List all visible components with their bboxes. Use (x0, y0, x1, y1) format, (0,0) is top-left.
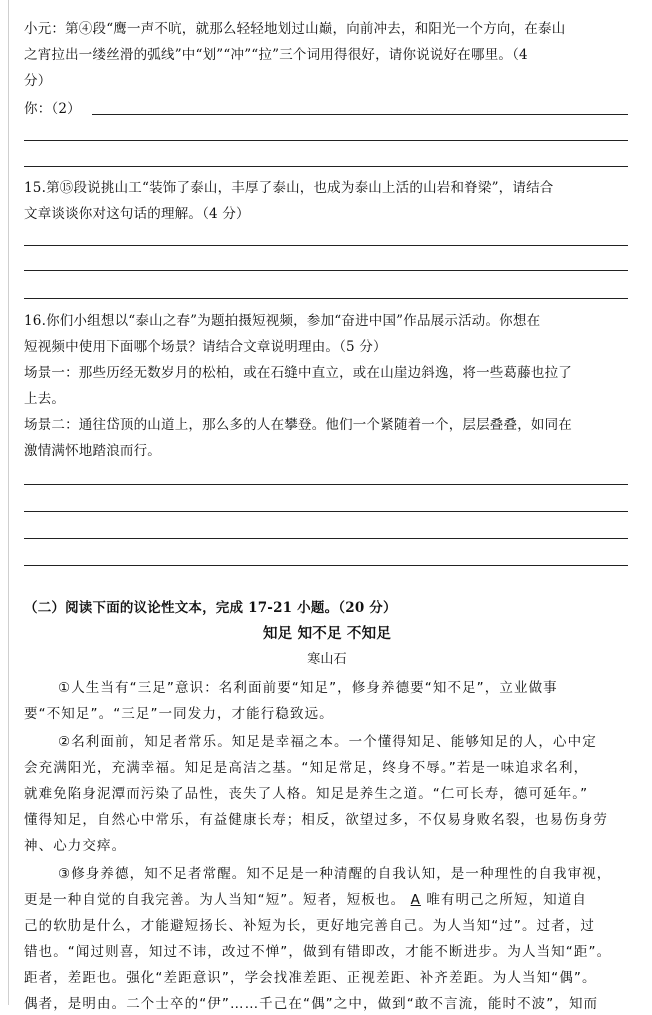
para-3-line-2-end: 唯有明己之所短，知道自 (426, 892, 587, 908)
para-3-line-4: 错也。“闻过则喜，知过不讳，改过不惮”，做到有错即改，才能不断进步。为人当知“距”。 (24, 944, 612, 960)
para-3-line-5: 距者，差距也。强化“差距意识”，学会找准差距、正视差距、补齐差距。为人当知“偶”。 (24, 970, 597, 986)
q16-line-2: 短视频中使用下面哪个场景？请结合文章说明理由。（5 分） (24, 339, 387, 355)
q14-answer-line-3[interactable] (24, 166, 628, 167)
para-3-line-3: 己的软肋是什么，才能避短扬长、补短为长，更好地完善自己。为人当知“过”。过者，过 (24, 918, 595, 934)
article-title: 知足 知不足 不知足 (262, 625, 392, 642)
q14-answer-label: 你：（2） (24, 101, 81, 117)
q16-answer-line-1[interactable] (24, 484, 628, 485)
section-2-heading: （二）阅读下面的议论性文本，完成 17-21 小题。（20 分） (24, 600, 397, 616)
q15-answer-line-2[interactable] (24, 270, 628, 271)
para-3-line-1: ③修身养德，知不足者常醒。知不足是一种清醒的自我认知，是一种理性的自我审视， (58, 866, 612, 882)
para-2-line-4: 懂得知足，自然心中常乐，有益健康长寿；相反，欲望过多，不仅易身败名裂，也易伤身劳 (24, 812, 608, 828)
q14-answer-line-2[interactable] (24, 140, 628, 141)
q14-answer-line-1[interactable] (92, 114, 628, 115)
q16-scene2-line-2: 激情满怀地踏浪而行。 (24, 443, 161, 459)
q15-line-1: 15.第⑮段说挑山工“装饰了泰山，丰厚了泰山，也成为泰山上活的山岩和脊梁”，请结合 (24, 180, 554, 196)
page-left-border (8, 0, 9, 1005)
para-1-line-2: 要“不知足”。“三足”一同发力，才能行稳致远。 (24, 706, 334, 722)
q16-answer-line-4[interactable] (24, 565, 628, 566)
para-3-blank-a[interactable]: A (410, 892, 421, 908)
q16-scene2-line-1: 场景二：通往岱顶的山道上，那么多的人在攀登。他们一个紧随着一个，层层叠叠，如同在 (24, 417, 572, 433)
q14-line-2: 之宵拉出一缕丝滑的弧线”中“划”“冲”“拉”三个词用得很好，请你说说好在哪里。（4 (24, 47, 528, 63)
para-2-line-5: 神、心力交瘁。 (24, 838, 127, 854)
q16-scene1-line-1: 场景一：那些历经无数岁月的松柏，或在石缝中直立，或在山崖边斜逸，将一些葛藤也拉了 (24, 365, 572, 381)
q15-answer-line-1[interactable] (24, 245, 628, 246)
q15-line-2: 文章谈谈你对这句话的理解。（4 分） (24, 206, 250, 222)
q16-line-1: 16.你们小组想以“泰山之春”为题拍摄短视频，参加“奋进中国”作品展示活动。你想在 (24, 313, 541, 329)
para-2-line-2: 会充满阳光，充满幸福。知足是高洁之基。“知足常足，终身不辱。”若是一味追求名利， (24, 760, 589, 776)
para-3-line-2-start: 更是一种自觉的自我完善。为人当知“短”。短者，短板也。 (24, 892, 406, 908)
q16-scene1-line-2: 上去。 (24, 391, 66, 407)
q16-answer-line-2[interactable] (24, 511, 628, 512)
para-2-line-1: ②名利面前，知足者常乐。知足是幸福之本。一个懂得知足、能够知足的人，心中定 (58, 734, 597, 750)
article-author: 寒山石 (307, 652, 347, 667)
q14-line-1: 小元：第④段“鹰一声不吭，就那么轻轻地划过山巅，向前冲去，和阳光一个方向，在泰山 (24, 21, 566, 37)
q15-answer-line-3[interactable] (24, 298, 628, 299)
q16-answer-line-3[interactable] (24, 538, 628, 539)
para-3-line-6: 偶者，是明由。二个士卒的“伊”……千己在“偶”之中，做到“敢不言流，能时不波”，知而 (24, 996, 599, 1012)
para-3-line-2 (24, 889, 630, 911)
para-2-line-3: 就难免陷身泥潭而污染了品性，丧失了人格。知足是养生之道。“仁可长寿，德可延年。” (24, 786, 589, 802)
q14-line-3: 分） (24, 73, 52, 89)
para-1-line-1: ①人生当有“三足”意识：名利面前要“知足”，修身养德要“知不足”，立业做事 (58, 680, 558, 696)
